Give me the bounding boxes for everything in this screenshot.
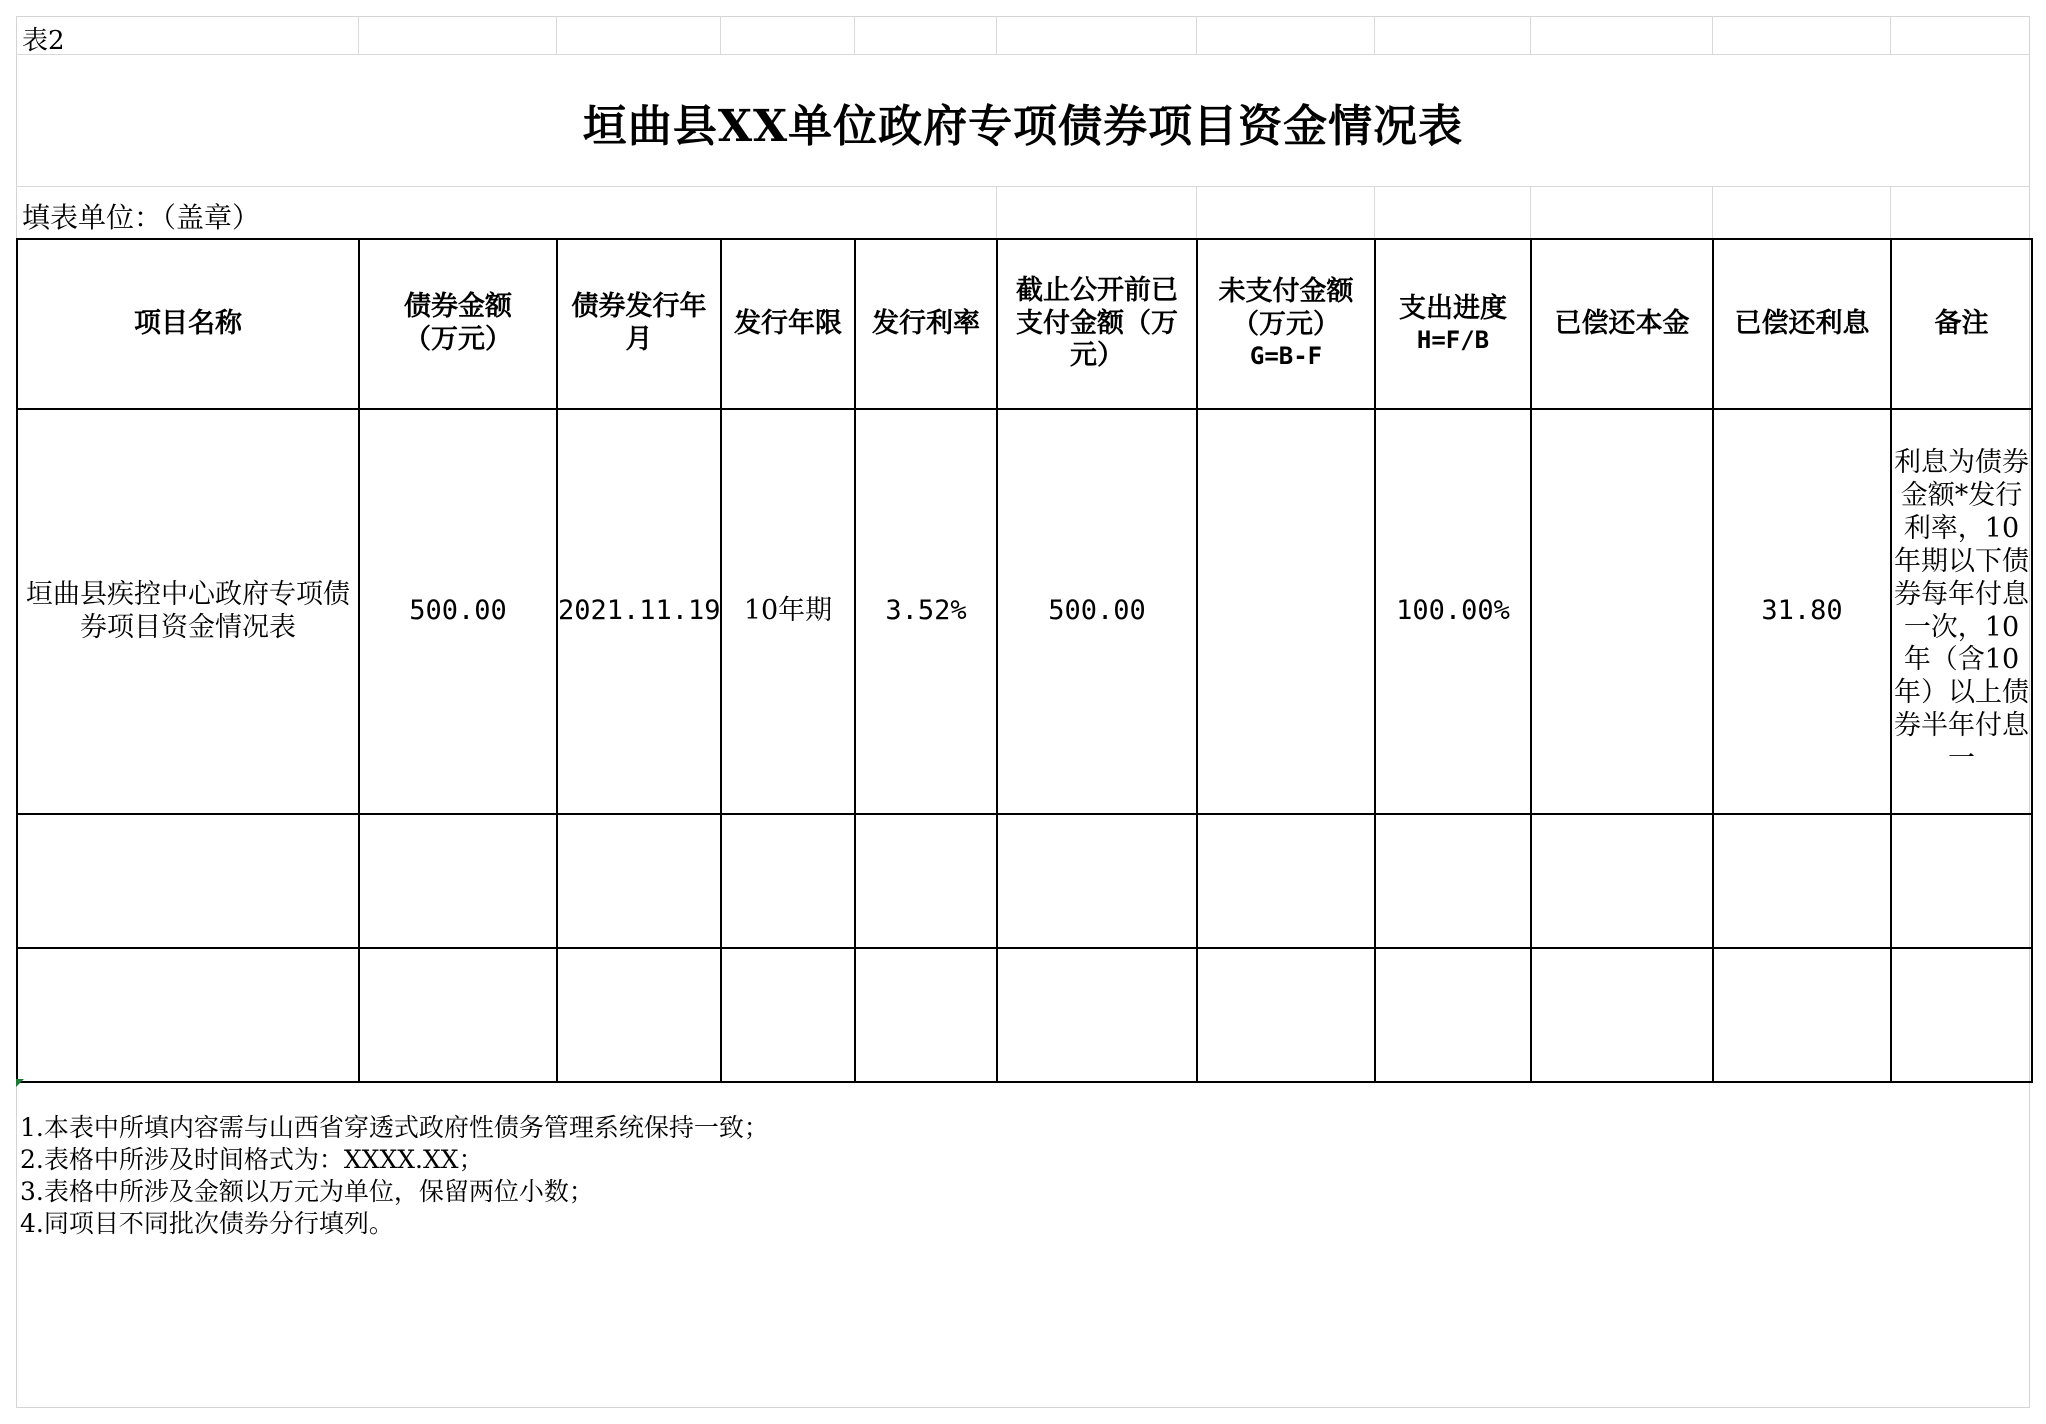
- table-number-label: 表2: [22, 26, 65, 56]
- cell-term[interactable]: 10年期: [721, 409, 855, 814]
- cell-interest-repaid[interactable]: 31.80: [1713, 409, 1891, 814]
- note-line: 3.表格中所涉及金额以万元为单位，保留两位小数；: [20, 1177, 594, 1206]
- gridline: [16, 186, 2030, 187]
- gridline: [1196, 186, 1197, 238]
- cell-project-name[interactable]: [17, 948, 359, 1082]
- cell-progress[interactable]: [1375, 814, 1531, 948]
- gridline: [1374, 186, 1375, 238]
- header-cell-rate[interactable]: 发行利率: [855, 239, 997, 409]
- cell-bond-amount[interactable]: [359, 948, 557, 1082]
- cell-rate[interactable]: [855, 814, 997, 948]
- gridline: [556, 16, 557, 54]
- header-cell-principal-repaid[interactable]: 已偿还本金: [1531, 239, 1713, 409]
- cell-paid-amount[interactable]: [997, 948, 1197, 1082]
- gridline: [358, 16, 359, 54]
- header-cell-term[interactable]: 发行年限: [721, 239, 855, 409]
- cell-remark[interactable]: [1891, 814, 2032, 948]
- cell-unpaid-amount[interactable]: [1197, 409, 1375, 814]
- notes-block: [20, 1112, 769, 1240]
- cell-issue-date[interactable]: 2021.11.19: [557, 409, 721, 814]
- gridline: [1196, 16, 1197, 54]
- bond-funds-table: [16, 238, 2033, 1083]
- filling-unit-label: 填表单位：（盖章）: [22, 201, 261, 234]
- cell-rate[interactable]: 3.52%: [855, 409, 997, 814]
- gridline: [854, 16, 855, 54]
- cell-remark[interactable]: [1891, 948, 2032, 1082]
- header-cell-interest-repaid[interactable]: 已偿还利息: [1713, 239, 1891, 409]
- header-cell-project-name[interactable]: 项目名称: [17, 239, 359, 409]
- cell-remark[interactable]: 利息为债券金额*发行利率，10年期以下债券每年付息一次，10年（含10年）以上债券半年付息一: [1891, 409, 2032, 814]
- header-row: [17, 239, 2032, 409]
- note-line: 4.同项目不同批次债券分行填列。: [20, 1209, 394, 1238]
- header-cell-progress[interactable]: 支出进度 H=F/B: [1375, 239, 1531, 409]
- gridline: [16, 54, 2030, 55]
- cell-unpaid-amount[interactable]: [1197, 814, 1375, 948]
- note-line: 2.表格中所涉及时间格式为：XXXX.XX；: [20, 1145, 484, 1174]
- cell-interest-repaid[interactable]: [1713, 814, 1891, 948]
- cell-principal-repaid[interactable]: [1531, 814, 1713, 948]
- table-row: [17, 948, 2032, 1082]
- gridline: [1712, 186, 1713, 238]
- cell-bond-amount[interactable]: 500.00: [359, 409, 557, 814]
- note-line: 1.本表中所填内容需与山西省穿透式政府性债务管理系统保持一致；: [20, 1113, 769, 1142]
- cell-bond-amount[interactable]: [359, 814, 557, 948]
- gridline: [1374, 16, 1375, 54]
- formula-label: G=B-F: [1249, 342, 1323, 371]
- header-cell-bond-amount[interactable]: 债券金额（万元）: [359, 239, 557, 409]
- gridline: [720, 16, 721, 54]
- gridline: [1890, 16, 1891, 54]
- cell-issue-date[interactable]: [557, 948, 721, 1082]
- cell-issue-date[interactable]: [557, 814, 721, 948]
- gridline: [1530, 16, 1531, 54]
- header-cell-unpaid-amount[interactable]: 未支付金额（万元） G=B-F: [1197, 239, 1375, 409]
- cell-progress[interactable]: [1375, 948, 1531, 1082]
- header-cell-paid-amount[interactable]: 截止公开前已支付金额（万元）: [997, 239, 1197, 409]
- gridline: [1712, 16, 1713, 54]
- cell-comment-marker: [16, 1079, 24, 1087]
- gridline: [996, 186, 997, 238]
- cell-project-name[interactable]: [17, 814, 359, 948]
- cell-term[interactable]: [721, 948, 855, 1082]
- cell-term[interactable]: [721, 814, 855, 948]
- cell-unpaid-amount[interactable]: [1197, 948, 1375, 1082]
- header-cell-remark[interactable]: 备注: [1891, 239, 2032, 409]
- formula-label: H=F/B: [1416, 325, 1490, 354]
- table-row: [17, 409, 2032, 814]
- gridline: [1530, 186, 1531, 238]
- cell-rate[interactable]: [855, 948, 997, 1082]
- cell-paid-amount[interactable]: [997, 814, 1197, 948]
- gridline: [996, 16, 997, 54]
- cell-paid-amount[interactable]: 500.00: [997, 409, 1197, 814]
- cell-progress[interactable]: 100.00%: [1375, 409, 1531, 814]
- header-cell-issue-date[interactable]: 债券发行年月: [557, 239, 721, 409]
- cell-principal-repaid[interactable]: [1531, 409, 1713, 814]
- page-title: 垣曲县XX单位政府专项债券项目资金情况表: [582, 101, 1464, 152]
- table-row: [17, 814, 2032, 948]
- cell-interest-repaid[interactable]: [1713, 948, 1891, 1082]
- cell-principal-repaid[interactable]: [1531, 948, 1713, 1082]
- cell-project-name[interactable]: 垣曲县疾控中心政府专项债券项目资金情况表: [17, 409, 359, 814]
- gridline: [1890, 186, 1891, 238]
